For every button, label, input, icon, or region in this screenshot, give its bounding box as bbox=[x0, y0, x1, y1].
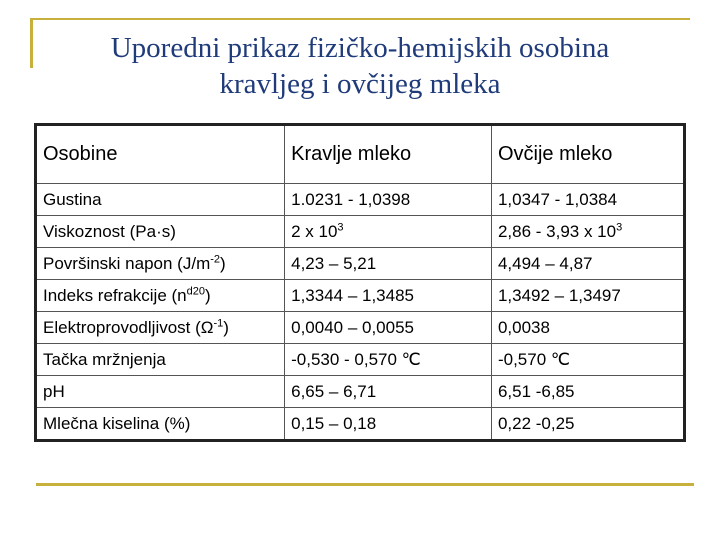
top-decor-line bbox=[30, 18, 690, 20]
row-property bbox=[36, 376, 285, 408]
properties-table bbox=[34, 123, 686, 442]
cow-value-text: 1.0231 - 1,0398 bbox=[291, 189, 411, 209]
row-sheep-value bbox=[491, 312, 684, 344]
property-exponent: -2 bbox=[210, 252, 221, 265]
table-row bbox=[36, 216, 685, 248]
row-property bbox=[36, 408, 285, 441]
sheep-value-text: -0,570 ℃ bbox=[497, 349, 570, 369]
property-text: Indeks refrakcije (n bbox=[43, 285, 187, 305]
row-property bbox=[36, 280, 285, 312]
sheep-value-text: 1,0347 - 1,0384 bbox=[497, 189, 618, 209]
property-text: Površinski napon (J/m bbox=[43, 253, 211, 273]
header-property: Osobine bbox=[36, 125, 285, 184]
row-property bbox=[36, 312, 285, 344]
row-property bbox=[36, 184, 285, 216]
sheep-value-text: 2,86 - 3,93 x 10 bbox=[497, 221, 617, 241]
row-property bbox=[36, 344, 285, 376]
row-cow-value bbox=[285, 216, 492, 248]
property-text: Elektroprovodljivost (Ω bbox=[43, 317, 214, 337]
cow-value-text: 0,0040 – 0,0055 bbox=[291, 317, 415, 337]
header-cow-milk: Kravlje mleko bbox=[285, 125, 492, 184]
row-cow-value bbox=[285, 408, 492, 441]
sheep-value-text: 1,3492 – 1,3497 bbox=[497, 285, 621, 305]
property-text-end: ) bbox=[220, 253, 226, 273]
sheep-value-text: 0,22 -0,25 bbox=[497, 413, 575, 433]
cow-value-text: 0,15 – 0,18 bbox=[291, 413, 377, 433]
table-row bbox=[36, 376, 685, 408]
row-cow-value bbox=[285, 184, 492, 216]
property-text-end: ) bbox=[223, 317, 229, 337]
row-property bbox=[36, 216, 285, 248]
property-text: Gustina bbox=[43, 189, 102, 209]
table-row bbox=[36, 280, 685, 312]
row-sheep-value bbox=[491, 280, 684, 312]
row-sheep-value bbox=[491, 408, 684, 441]
cow-value-text: 6,65 – 6,71 bbox=[291, 381, 377, 401]
row-sheep-value bbox=[491, 344, 684, 376]
cow-value-text: 2 x 10 bbox=[291, 221, 338, 241]
row-sheep-value bbox=[491, 248, 684, 280]
sheep-value-text: 4,494 – 4,87 bbox=[497, 253, 593, 273]
row-cow-value bbox=[285, 280, 492, 312]
property-text: Tačka mržnjenja bbox=[43, 349, 166, 369]
page-title bbox=[40, 30, 680, 102]
row-sheep-value bbox=[491, 376, 684, 408]
cow-value-text: 1,3344 – 1,3485 bbox=[291, 285, 415, 305]
property-text-end: ) bbox=[204, 285, 211, 305]
table-row bbox=[36, 312, 685, 344]
property-text: Mlečna kiselina (%) bbox=[43, 413, 191, 433]
sheep-value-text: 0,0038 bbox=[497, 317, 550, 337]
title-line-2: kravljeg i ovčijeg mleka bbox=[219, 68, 501, 100]
row-property bbox=[36, 248, 285, 280]
row-cow-value bbox=[285, 248, 492, 280]
property-superscript: d20 bbox=[186, 284, 205, 297]
property-text: Viskoznost (Pa·s) bbox=[43, 221, 176, 241]
sheep-exponent: 3 bbox=[616, 220, 623, 233]
cow-value-text: -0,530 - 0,570 ℃ bbox=[291, 349, 421, 369]
property-text: pH bbox=[43, 381, 65, 401]
sheep-value-text: 6,51 -6,85 bbox=[497, 381, 575, 401]
property-exponent: -1 bbox=[213, 316, 224, 329]
cow-value-text: 4,23 – 5,21 bbox=[291, 253, 377, 273]
table-row bbox=[36, 248, 685, 280]
bottom-decor-line bbox=[36, 483, 694, 486]
table-row bbox=[36, 344, 685, 376]
row-cow-value bbox=[285, 376, 492, 408]
table-header-row bbox=[36, 125, 685, 184]
table-row bbox=[36, 408, 685, 441]
left-decor-line bbox=[30, 18, 33, 68]
row-sheep-value bbox=[491, 216, 684, 248]
row-cow-value bbox=[285, 344, 492, 376]
header-sheep-milk: Ovčije mleko bbox=[491, 125, 684, 184]
row-sheep-value bbox=[491, 184, 684, 216]
table-row bbox=[36, 184, 685, 216]
row-cow-value bbox=[285, 312, 492, 344]
title-line-1: Uporedni prikaz fizičko-hemijskih osobina bbox=[110, 32, 610, 64]
cow-exponent: 3 bbox=[337, 220, 344, 233]
